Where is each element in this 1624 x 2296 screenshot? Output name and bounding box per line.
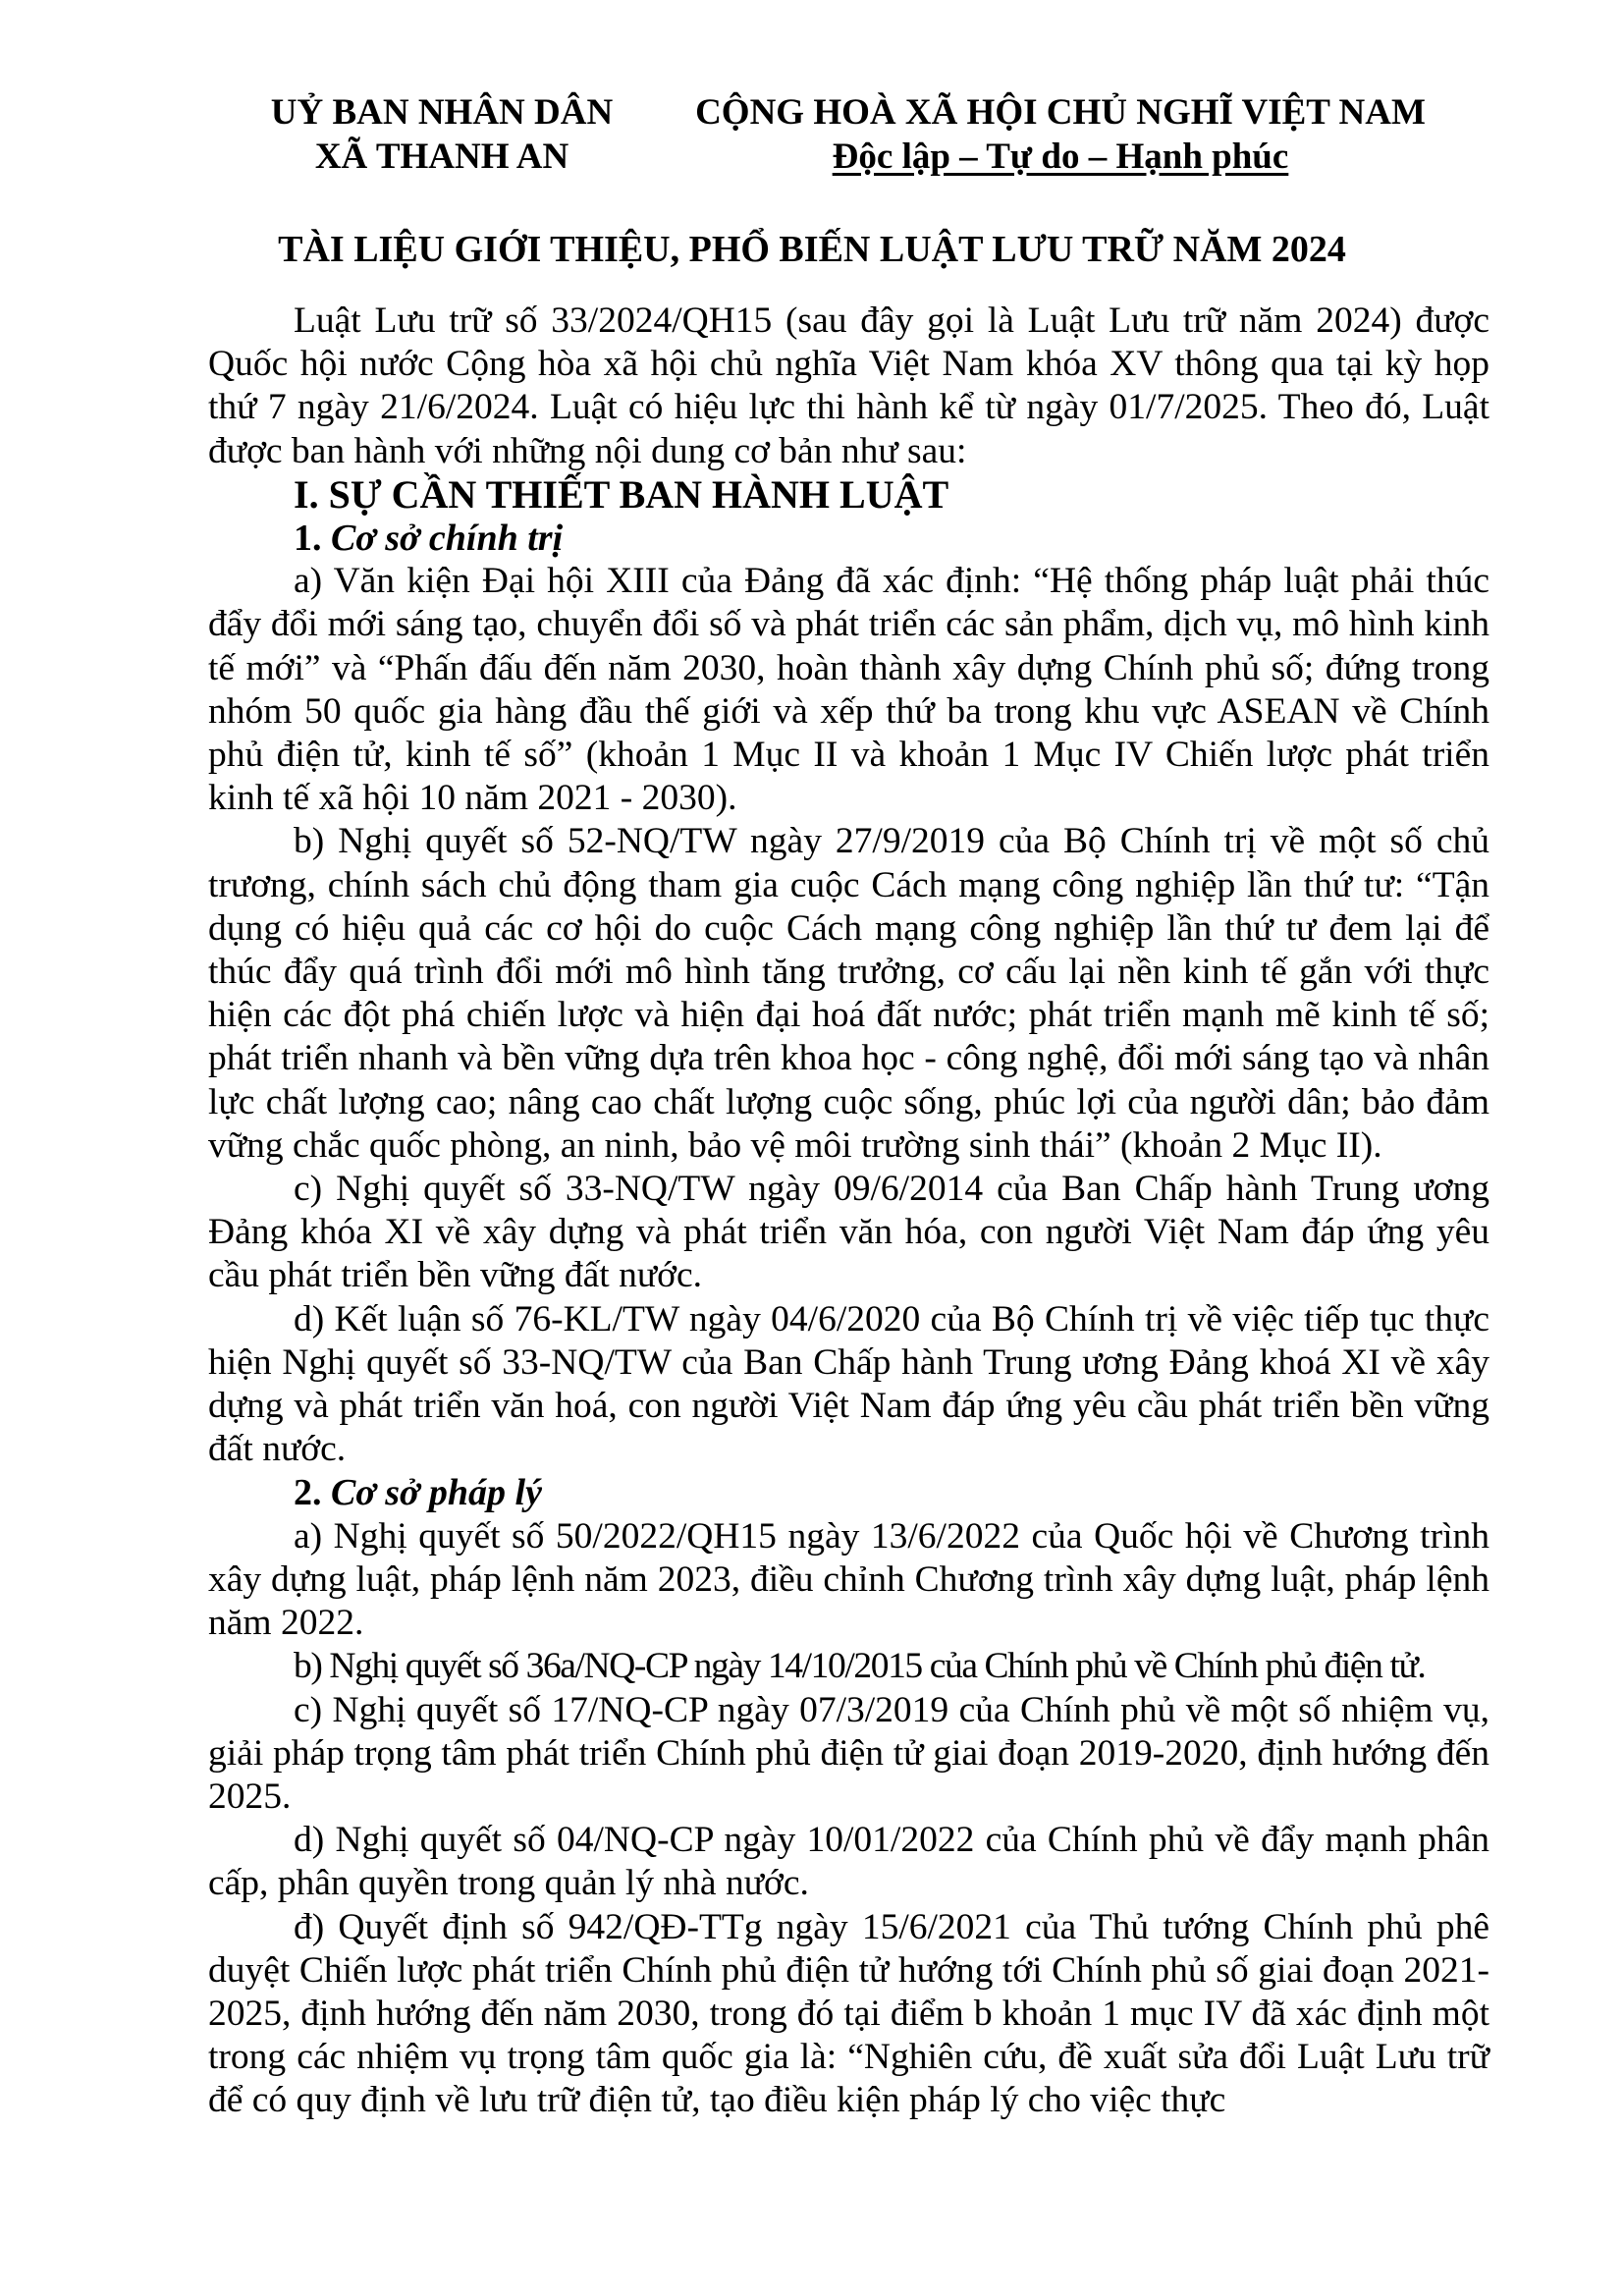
document-header — [0, 90, 1624, 198]
paragraph-item: a) Nghị quyết số 50/2022/QH15 ngày 13/6/2022 của Quốc hội về Chương trình xây dựng luật, pháp lệnh năm 2023, điều chỉnh Chương trình xây dựng luật, pháp lệnh năm 2022. — [208, 1515, 1489, 1644]
section-heading: I. SỰ CẦN THIẾT BAN HÀNH LUẬT — [294, 471, 949, 517]
subsection-title: Cơ sở chính trị — [331, 518, 564, 560]
subsection-heading-political — [208, 517, 1489, 560]
national-heading — [677, 90, 1443, 179]
paragraph-item: d) Kết luận số 76-KL/TW ngày 04/6/2020 của Bộ Chính trị về việc tiếp tục thực hiện Nghị quyết số 33-NQ/TW của Ban Chấp hành Trung ương Đảng khoá XI về xây dựng và phát triển văn hoá, con người Việt Nam đáp ứng yêu cầu phát triển bền vững đất nước. — [208, 1298, 1489, 1470]
intro-paragraph: Luật Lưu trữ số 33/2024/QH15 (sau đây gọi là Luật Lưu trữ năm 2024) được Quốc hội nước Cộng hòa xã hội chủ nghĩa Việt Nam khóa XV thông qua tại kỳ họp thứ 7 ngày 21/6/2024. Luật có hiệu lực thi hành kể từ ngày 01/7/2025. Theo đó, Luật được ban hành với những nội dung cơ bản như sau: — [208, 301, 1489, 471]
subsection-number: 2. — [294, 1472, 322, 1514]
subsection-title: Cơ sở pháp lý — [331, 1472, 542, 1514]
issuing-agency — [236, 90, 648, 179]
paragraph-item: đ) Quyết định số 942/QĐ-TTg ngày 15/6/2021 của Thủ tướng Chính phủ phê duyệt Chiến lược phát triển Chính phủ điện tử hướng tới Chính phủ số giai đoạn 2021-2025, định hướng đến năm 2030, trong đó tại điểm b khoản 1 mục IV đã xác định một trong các nhiệm vụ trọng tâm quốc gia là: “Nghiên cứu, đề xuất sửa đổi Luật Lưu trữ để có quy định về lưu trữ điện tử, tạo điều kiện pháp lý cho việc thực — [208, 1906, 1489, 2121]
motto-line — [677, 135, 1443, 179]
agency-commune: XÃ THANH AN — [314, 137, 569, 177]
document-body — [208, 300, 1489, 2123]
paragraph-item: a) Văn kiện Đại hội XIII của Đảng đã xác định: “Hệ thống pháp luật phải thúc đẩy đổi mới sáng tạo, chuyển đổi số và phát triển các sản phẩm, dịch vụ, mô hình kinh tế mới” và “Phấn đấu đến năm 2030, hoàn thành xây dựng Chính phủ số; đứng trong nhóm 50 quốc gia hàng đầu thế giới và xếp thứ ba trong khu vực ASEAN về Chính phủ điện tử, kinh tế số” (khoản 1 Mục II và khoản 1 Mục IV Chiến lược phát triển kinh tế xã hội 10 năm 2021 - 2030). — [208, 561, 1489, 819]
paragraph-item: c) Nghị quyết số 17/NQ-CP ngày 07/3/2019 của Chính phủ về một số nhiệm vụ, giải pháp trọng tâm phát triển Chính phủ điện tử giai đoạn 2019-2020, định hướng đến 2025. — [208, 1689, 1489, 1817]
paragraph-item: b) Nghị quyết số 36a/NQ-CP ngày 14/10/2015 của Chính phủ về Chính phủ điện tử. — [294, 1646, 1426, 1687]
nation-name: CỘNG HOÀ XÃ HỘI CHỦ NGHĨ VIỆT NAM — [695, 92, 1426, 133]
document-title: TÀI LIỆU GIỚI THIỆU, PHỔ BIẾN LUẬT LƯU TRỮ NĂM 2024 — [278, 229, 1346, 270]
paragraph-item: c) Nghị quyết số 33-NQ/TW ngày 09/6/2014 của Ban Chấp hành Trung ương Đảng khóa XI về xây dựng và phát triển văn hóa, con người Việt Nam đáp ứng yêu cầu phát triển bền vững đất nước. — [208, 1169, 1489, 1296]
agency-name: UỶ BAN NHÂN DÂN — [270, 92, 614, 133]
paragraph-item: d) Nghị quyết số 04/NQ-CP ngày 10/01/2022 của Chính phủ về đẩy mạnh phân cấp, phân quyền trong quản lý nhà nước. — [208, 1820, 1489, 1904]
paragraph-item: b) Nghị quyết số 52-NQ/TW ngày 27/9/2019 của Bộ Chính trị về một số chủ trương, chính sách chủ động tham gia cuộc Cách mạng công nghiệp lần thứ tư: “Tận dụng có hiệu quả các cơ hội do cuộc Cách mạng công nghiệp lần thứ tư đem lại để thúc đẩy quá trình đổi mới mô hình tăng trưởng, cơ cấu lại nền kinh tế gắn với thực hiện các đột phá chiến lược và hiện đại hoá đất nước; phát triển mạnh mẽ kinh tế số; phát triển nhanh và bền vững dựa trên khoa học - công nghệ, đổi mới sáng tạo và nhân lực chất lượng cao; nâng cao chất lượng cuộc sống, phúc lợi của người dân; bảo đảm vững chắc quốc phòng, an ninh, bảo vệ môi trường sinh thái” (khoản 2 Mục II). — [208, 821, 1489, 1166]
subsection-heading-legal — [208, 1471, 1489, 1514]
subsection-number: 1. — [294, 518, 322, 560]
motto: Độc lập – Tự do – Hạnh phúc — [832, 137, 1289, 177]
